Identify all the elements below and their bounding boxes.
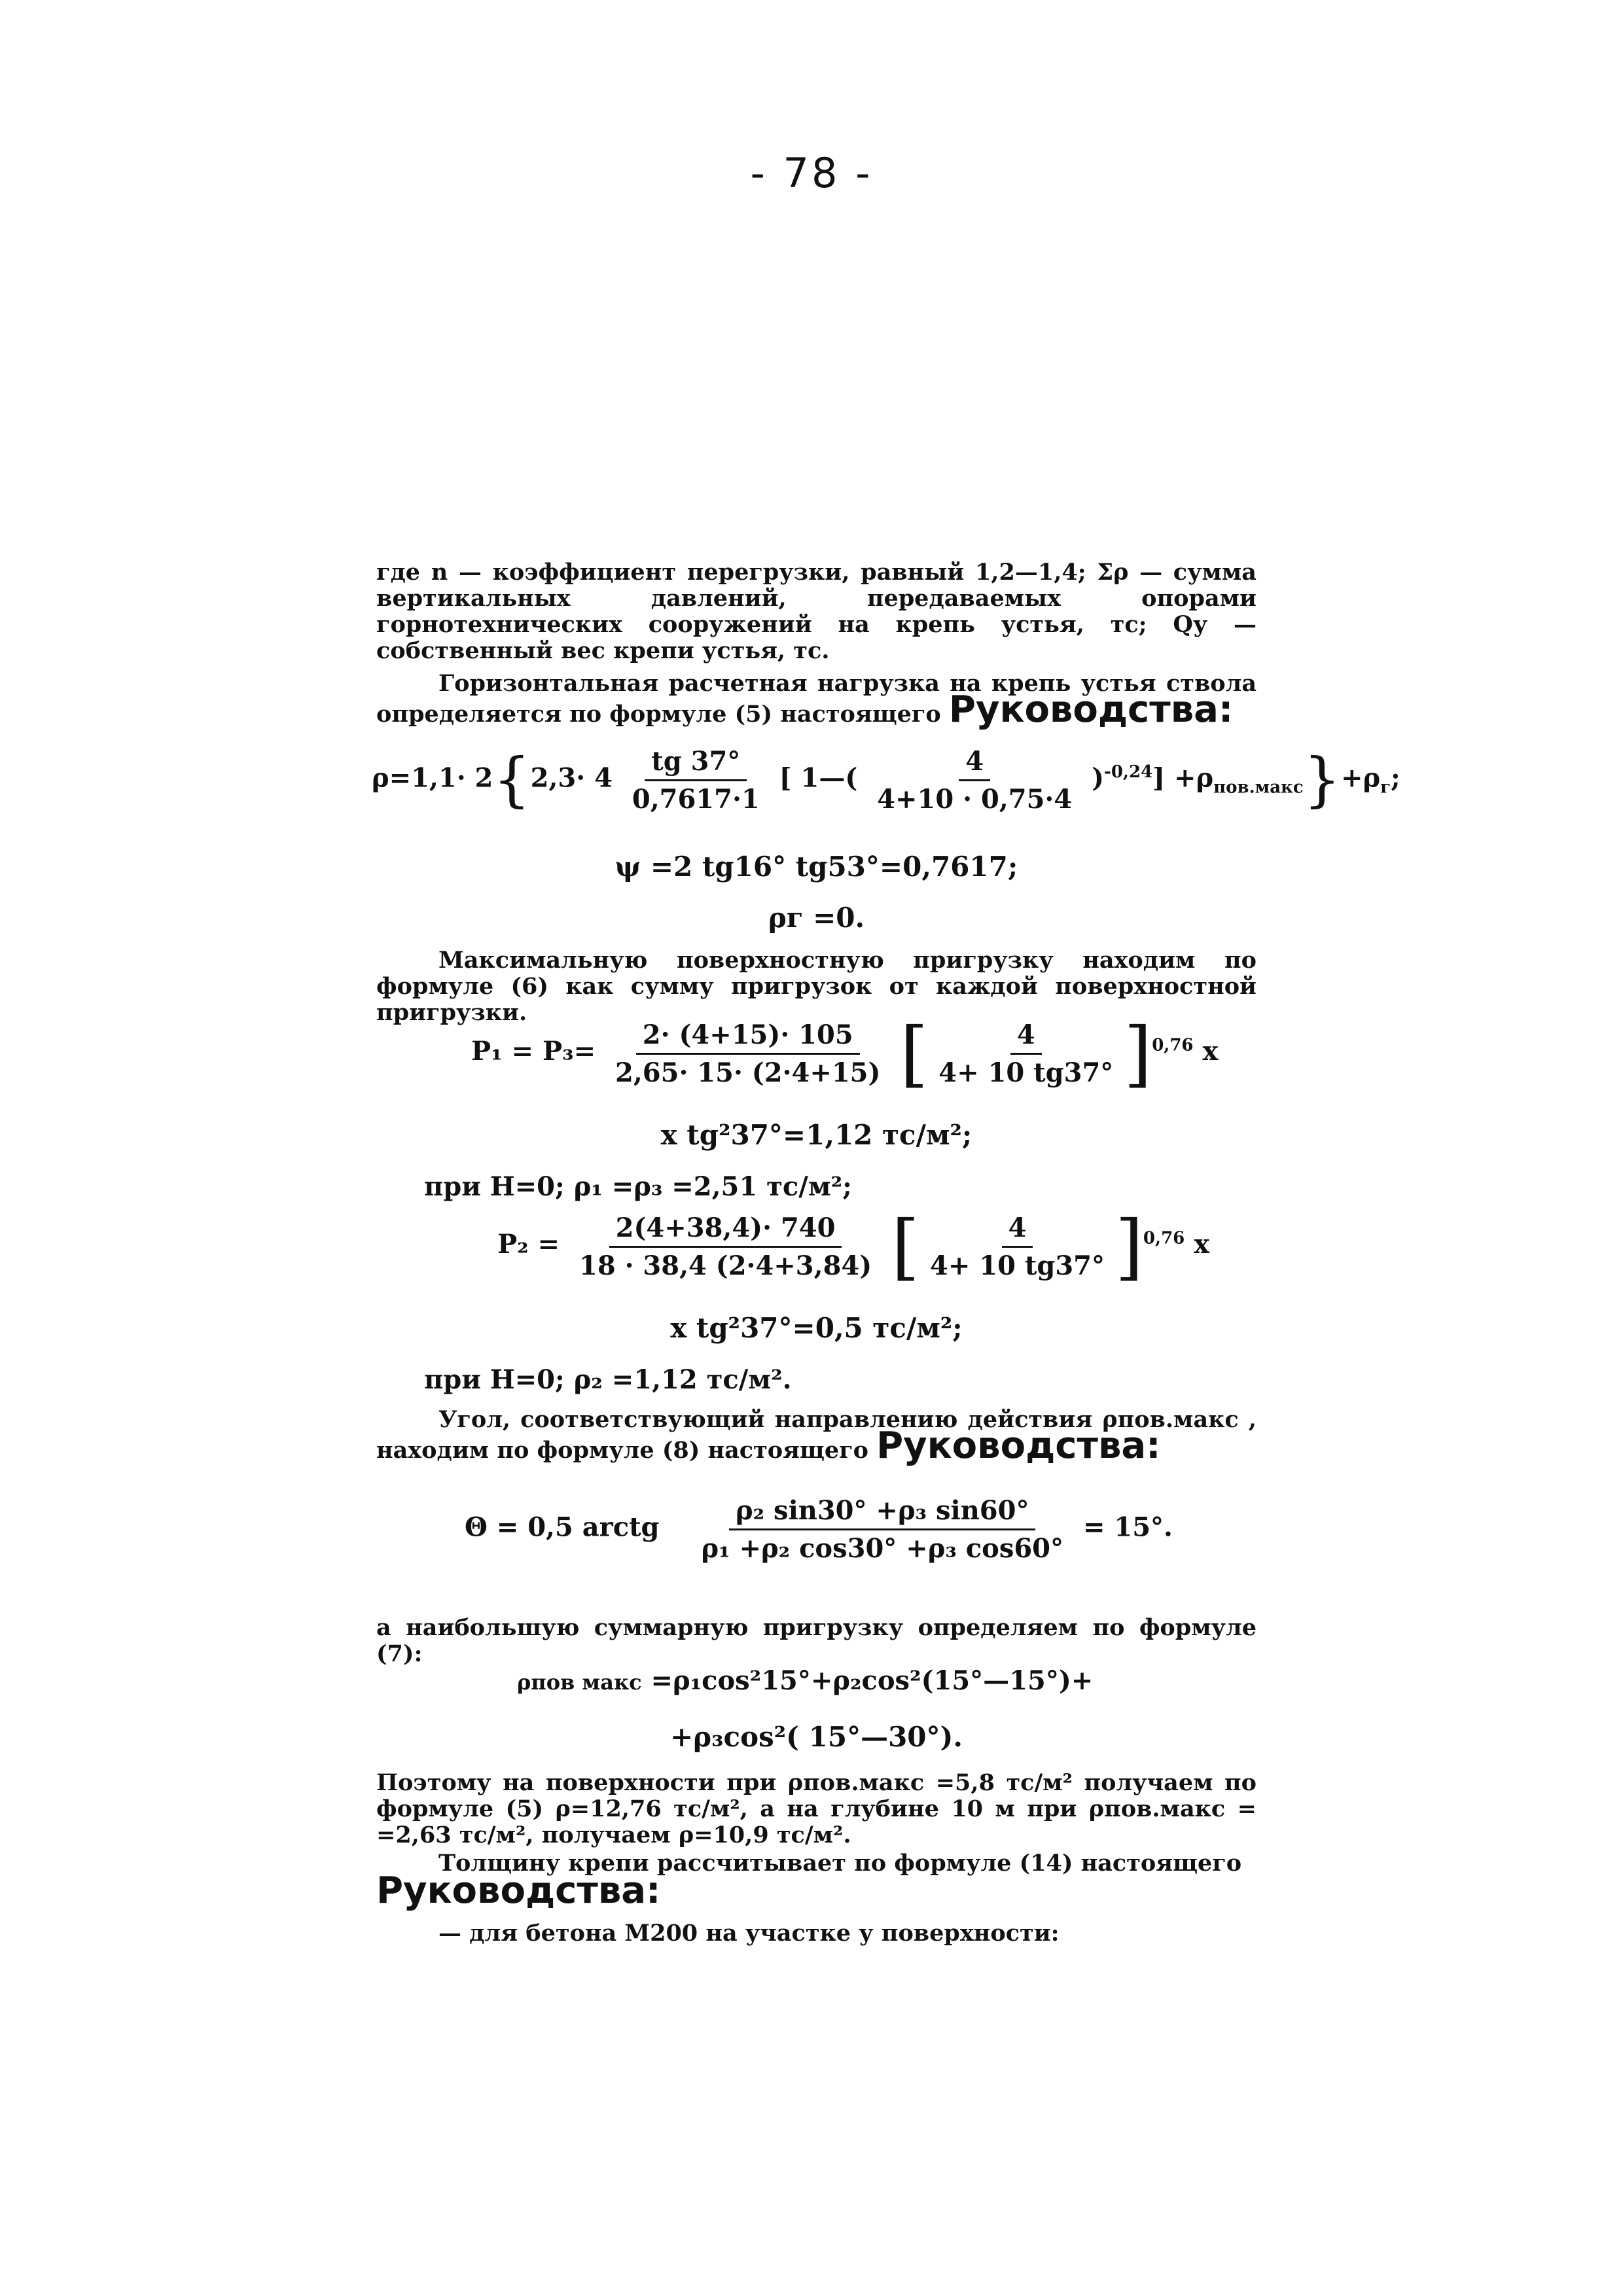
equation-psi: ψ =2 tg16° tg53°=0,7617; — [615, 851, 1018, 883]
equation-h0-p1-p3: при H=0; ρ₁ =ρ₃ =2,51 тс/м²; — [424, 1171, 852, 1202]
eq7-frac-den: 18 · 38,4 (2·4+3,84) — [579, 1250, 872, 1281]
equation-p2-result: x tg²37°=0,5 тс/м²; — [670, 1312, 963, 1344]
equation-p2 — [497, 1205, 1210, 1288]
paragraph-thickness: Толщину крепи рассчитывает по формуле (14) настоящего — [438, 1850, 1242, 1877]
eq4-bracket-close: ] — [1124, 1012, 1152, 1095]
eq4-frac-num: 2· (4+15)· 105 — [636, 1019, 860, 1055]
eq7-frac-num: 2(4+38,4)· 740 — [609, 1212, 842, 1248]
eq7-multiply: x — [1194, 1229, 1210, 1260]
eq10-lhs: Θ = 0,5 arctg — [465, 1511, 660, 1543]
eq10-den: ρ₁ +ρ₂ cos30° +ρ₃ cos60° — [701, 1533, 1064, 1564]
equation-p1-result: x tg²37°=1,12 тс/м²; — [660, 1119, 972, 1151]
eq1-end: ; — [1391, 762, 1400, 794]
paragraph-max-surface-load: Максимальную поверхностную пригрузку находим по формуле (6) как сумму пригрузок от каждой поверхностной пригрузки. — [376, 947, 1257, 1026]
equation-p-max — [517, 1665, 1093, 1696]
eq7-exponent: 0,76 — [1143, 1228, 1185, 1248]
eq1-exponent: -0,24 — [1104, 762, 1153, 783]
eq7-inner-num: 4 — [1002, 1212, 1033, 1248]
guide-reference: Руководства: — [876, 1424, 1161, 1467]
equation-rho-g: ρг =0. — [768, 902, 865, 934]
eq4-exponent: 0,76 — [1152, 1035, 1194, 1055]
eq1-fraction-2 — [870, 746, 1079, 815]
equation-p1-p3 — [471, 1012, 1219, 1095]
equation-p-max-continued: +ρ₃cos²( 15°—30°). — [669, 1721, 963, 1753]
eq1-brace-close: } — [1303, 745, 1341, 815]
equation-theta — [465, 1495, 1173, 1564]
eq10-fraction — [694, 1495, 1070, 1564]
eq1-frac1-num: tg 37° — [645, 746, 747, 781]
eq4-inner-fraction — [932, 1019, 1120, 1088]
eq7-fraction — [573, 1212, 878, 1281]
eq4-fraction — [609, 1019, 887, 1088]
eq1-term-a: 2,3· 4 — [530, 762, 613, 794]
paragraph-total-load: а наибольшую суммарную пригрузку определяем по формуле (7): — [376, 1614, 1257, 1667]
eq7-inner-fraction — [923, 1212, 1111, 1281]
eq4-bracket-open: [ — [900, 1012, 929, 1095]
equation-horizontal-load — [372, 746, 1400, 815]
eq4-frac-den: 2,65· 15· (2·4+15) — [615, 1057, 881, 1088]
eq1-frac1-den: 0,7617·1 — [632, 784, 760, 815]
guide-reference: Руководства: — [948, 688, 1234, 731]
eq1-term-b: [ 1—( — [779, 762, 858, 794]
eq7-bracket-close: ] — [1115, 1205, 1143, 1288]
eq10-rhs: = 15°. — [1082, 1511, 1173, 1543]
paragraph-angle-text: Угол, соответствующий направлению действия ρпов.макс , находим по формуле (8) настоящего — [376, 1406, 1257, 1464]
eq4-inner-den: 4+ 10 tg37° — [938, 1057, 1114, 1088]
eq1-lhs: ρ=1,1· 2 — [372, 762, 493, 794]
eq7-bracket-open: [ — [891, 1205, 920, 1288]
page-number: - 78 - — [750, 149, 873, 197]
paragraph-horizontal-load-text: Горизонтальная расчетная нагрузка на крепь устья ствола определяется по формуле (5) настоящего — [376, 670, 1257, 728]
eq1-term-e-sub: г — [1380, 777, 1391, 798]
paragraph-horizontal-load — [376, 670, 1257, 731]
eq1-frac2-num: 4 — [959, 746, 990, 781]
paragraph-definitions: где n — коэффициент перегрузки, равный 1,2—1,4; Σρ — сумма вертикальных давлений, передаваемых опорами горнотехнических сооружений на крепь устья, тс; Qу — собственный вес крепи устья, тс. — [376, 559, 1257, 664]
eq10-num: ρ₂ sin30° +ρ₃ sin60° — [729, 1495, 1035, 1530]
eq1-term-d: ] +ρ — [1152, 762, 1214, 794]
paragraph-results: Поэтому на поверхности при ρпов.макс =5,8 тс/м² получаем по формуле (5) ρ=12,76 тс/м², а на глубине 10 м при ρпов.макс = =2,63 тс/м², получаем ρ=10,9 тс/м². — [376, 1769, 1257, 1848]
eq1-brace-open: { — [493, 745, 531, 815]
eq1-fraction-1 — [626, 746, 766, 815]
eq1-term-e: +ρ — [1340, 762, 1381, 794]
eq1-term-d-sub: пов.макс — [1213, 777, 1304, 798]
eq1-frac2-den: 4+10 · 0,75·4 — [877, 784, 1073, 815]
eq11-rhs: =ρ₁cos²15°+ρ₂cos²(15°—15°)+ — [651, 1665, 1094, 1696]
paragraph-concrete: — для бетона М200 на участке у поверхности: — [438, 1920, 1060, 1947]
guide-reference: Руководства: — [376, 1869, 661, 1912]
eq1-term-c: ) — [1092, 762, 1105, 794]
eq7-lhs: P₂ = — [497, 1229, 560, 1260]
eq4-inner-num: 4 — [1010, 1019, 1042, 1055]
paragraph-thickness-guide — [376, 1869, 1257, 1912]
eq4-multiply: x — [1202, 1036, 1219, 1067]
eq11-lhs: ρпов макс — [517, 1670, 642, 1695]
eq4-lhs: P₁ = P₃= — [471, 1036, 596, 1067]
eq7-inner-den: 4+ 10 tg37° — [930, 1250, 1105, 1281]
equation-h0-p2: при H=0; ρ₂ =1,12 тс/м². — [424, 1364, 792, 1395]
paragraph-angle — [376, 1406, 1257, 1467]
